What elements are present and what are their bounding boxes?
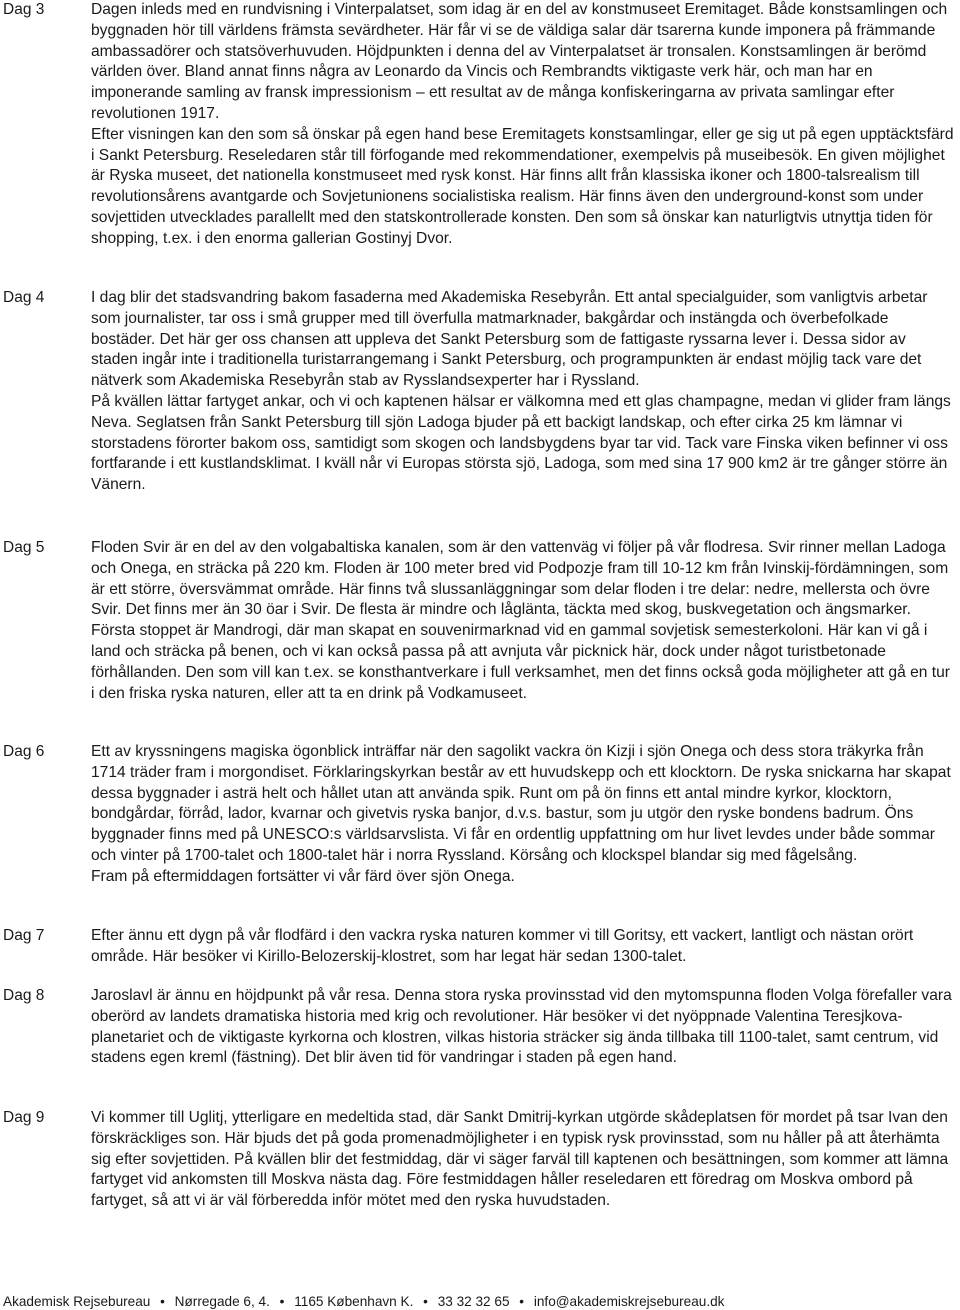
day-description xyxy=(91,1108,955,1212)
day-description xyxy=(91,742,955,888)
day-label: Dag 9 xyxy=(3,1109,45,1126)
day-paragraph: I dag blir det stadsvandring bakom fasaderna med Akademiska Resebyrån. Ett antal specialguider, som vanligtvis arbetar som journalister, tar oss i små grupper med till överfulla matmarknader, bakgårdar och instängda och överbefolkade bostäder. Det här ger oss chansen att uppleva det Sankt Petersburg som de fattigaste ryssarna lever i. Dessa sidor av staden ingår inte i traditionella turistarrangemang i Sankt Petersburg, och programpunkten är endast möjlig tack vare det nätverk som Akademiska Resebyrån stab av Rysslandsexperter har i Ryssland. xyxy=(91,289,928,390)
day-description xyxy=(91,288,955,496)
day-label: Dag 4 xyxy=(3,289,45,306)
day-label: Dag 3 xyxy=(3,1,45,18)
day-paragraph: Första stoppet är Mandrogi, där man skapat en souvenirmarknad vid en gammal sovjetisk semesterkoloni. Här kan vi gå i land och sträcka på benen, och vi kan också passa på att avnjuta vår picknick här, dock under något turistbetonade förhållanden. Den som vill kan t.ex. se konsthantverkare i full verksamhet, men det finns också goda möjligheter att gå en tur i den friska ryska naturen, eller att ta en drink på Vodkamuseet. xyxy=(91,622,950,702)
day-paragraph: Ett av kryssningens magiska ögonblick inträffar när den sagolikt vackra ön Kizji i sjön Onega och dess stora träkyrka från 1714 träder fram i morgondiset. Förklaringskyrkan består av ett huvudskepp och ett klocktorn. De ryska snickarna har skapat dessa byggnader i asträ helt och hållet utan att använda spik. Runt om på ön finns ett antal mindre kyrkor, klocktorn, bondgårdar, förråd, lador, kvarnar och givetvis ryska banjor, d.v.s. bastur, som ju utgör den ryske bondens badrum. Öns byggnader finns med på UNESCO:s världsarvslista. Vi får en ordentlig uppfattning om hur livet levdes under både sommar och vinter på 1700-talet och 1800-talet här i norra Ryssland. Körsång och klockspel blandar sig med fågelsång. xyxy=(91,743,951,864)
footer-email[interactable]: info@akademiskrejsebureau.dk xyxy=(533,1294,725,1309)
footer-company: Akademisk Rejsebureau xyxy=(3,1294,151,1309)
page-footer xyxy=(3,1294,724,1310)
day-paragraph: Fram på eftermiddagen fortsätter vi vår färd över sjön Onega. xyxy=(91,867,515,885)
footer-separator: • xyxy=(519,1294,525,1309)
day-paragraph: Vi kommer till Uglitj, ytterligare en medeltida stad, där Sankt Dmitrij-kyrkan utgörde skådeplatsen för mordet på tsar Ivan den förskräckliges son. Här bjuds det på goda promenadmöjligheter i en typisk rysk provinsstad, som nu håller på att återhämta sig efter sovjettiden. På kvällen blir det festmiddag, där vi säger farväl till kaptenen och besättningen, som kommer att lämna fartyget vid ankomsten till Moskva nästa dag. Före festmiddagen håller reseledaren ett föredrag om Moskva ombord på fartyget, så att vi är väl förberedda inför mötet med den ryska huvudstaden. xyxy=(91,1109,949,1210)
footer-separator: • xyxy=(160,1294,165,1309)
day-paragraph: Jaroslavl är ännu en höjdpunkt på vår resa. Denna stora ryska provinsstad vid den mytomspunna floden Volga förefaller vara oberörd av landets dramatiska historia med krig och revolutioner. Här besöker vi det nyöppnade Valentina Teresjkova-planetariet och de viktigaste kyrkorna och klostren, vilkas historia sträcker sig ända tillbaka till 1100-talet, samt centrum, vid stadens egen kreml (fästning). Det blir även tid för vandringar i staden på egen hand. xyxy=(91,987,952,1067)
day-description xyxy=(91,0,955,250)
footer-city: 1165 København K. xyxy=(294,1294,414,1309)
day-description xyxy=(91,926,955,968)
footer-phone: 33 32 32 65 xyxy=(437,1294,510,1309)
footer-address: Nørregade 6, 4. xyxy=(174,1294,270,1309)
footer-separator: • xyxy=(279,1294,285,1309)
day-paragraph: Dagen inleds med en rundvisning i Vinterpalatset, som idag är en del av konstmuseet Eremitaget. Både konstsamlingen och byggnaden hör till världens främsta sevärdheter. Här får vi se de väldiga salar där tsarerna kunde imponera på främmande ambassadörer och statsöverhuvuden. Höjdpunkten i denna del av Vinterpalatset är tronsalen. Konstsamlingen är berömd världen över. Bland annat finns några av Leonardo da Vincis och Rembrandts viktigaste verk här, och man har en imponerande samling av fransk impressionism – ett resultat av de många konfiskeringarna av privata samlingar efter revolutionen 1917. xyxy=(91,1,948,122)
day-description xyxy=(91,986,955,1069)
day-label: Dag 5 xyxy=(3,539,45,556)
day-paragraph: Floden Svir är en del av den volgabaltiska kanalen, som är den vattenväg vi följer på vår flodresa. Svir rinner mellan Ladoga och Onega, en sträcka på 220 km. Floden är 100 meter bred vid Podpozje fram till 10-12 km från Ivinskij-fördämningen, som är ett större, översvämmat område. Här finns två slussanläggningar som delar floden i tre delar: nedre, mellersta och övre Svir. Det finns mer än 30 öar i Svir. De flesta är mindre och låglänta, täckta med skog, buskvegetation och ängsmarker. xyxy=(91,539,949,619)
day-label: Dag 6 xyxy=(3,743,45,760)
footer-separator: • xyxy=(423,1294,428,1309)
day-label: Dag 8 xyxy=(3,987,45,1004)
day-paragraph: Efter visningen kan den som så önskar på egen hand bese Eremitagets konstsamlingar, eller ge sig ut på egen upptäcktsfärd i Sankt Petersburg. Reseledaren står till förfogande med rekommendationer, exempelvis på museibesök. En given möjlighet är Ryska museet, det nationella konstmuseet med rysk konst. Här finns allt från klassiska ikoner och 1800-talsrealism till revolutionsårens avantgarde och Sovjetunionens socialistiska realism. Här finns även den underground-konst som under sovjettiden utvecklades parallellt med den statskontrollerade konsten. Den som så önskar kan naturligtvis utnyttja tiden för shopping, t.ex. i den enorma gallerian Gostinyj Dvor. xyxy=(91,125,954,247)
day-label: Dag 7 xyxy=(3,927,45,944)
day-description xyxy=(91,538,955,704)
day-paragraph: Efter ännu ett dygn på vår flodfärd i den vackra ryska naturen kommer vi till Goritsy, ett vackert, lantligt och nästan orört område. Här besöker vi Kirillo-Belozerskij-klostret, som har legat här sedan 1300-talet. xyxy=(91,927,914,965)
day-paragraph: På kvällen lättar fartyget ankar, och vi och kaptenen hälsar er välkomna med ett glas champagne, medan vi glider fram längs Neva. Seglatsen från Sankt Petersburg till sjön Ladoga bjuder på ett backigt landskap, och efter cirka 25 km lämnar vi storstadens förorter bakom oss, samtidigt som skogen och landsbygdens byar tar vid. Tack vare Finska viken befinner vi oss fortfarande i ett kustlandsklimat. I kväll når vi Europas största sjö, Ladoga, som med sina 17 900 km2 är tre gånger större än Vänern. xyxy=(91,392,951,494)
